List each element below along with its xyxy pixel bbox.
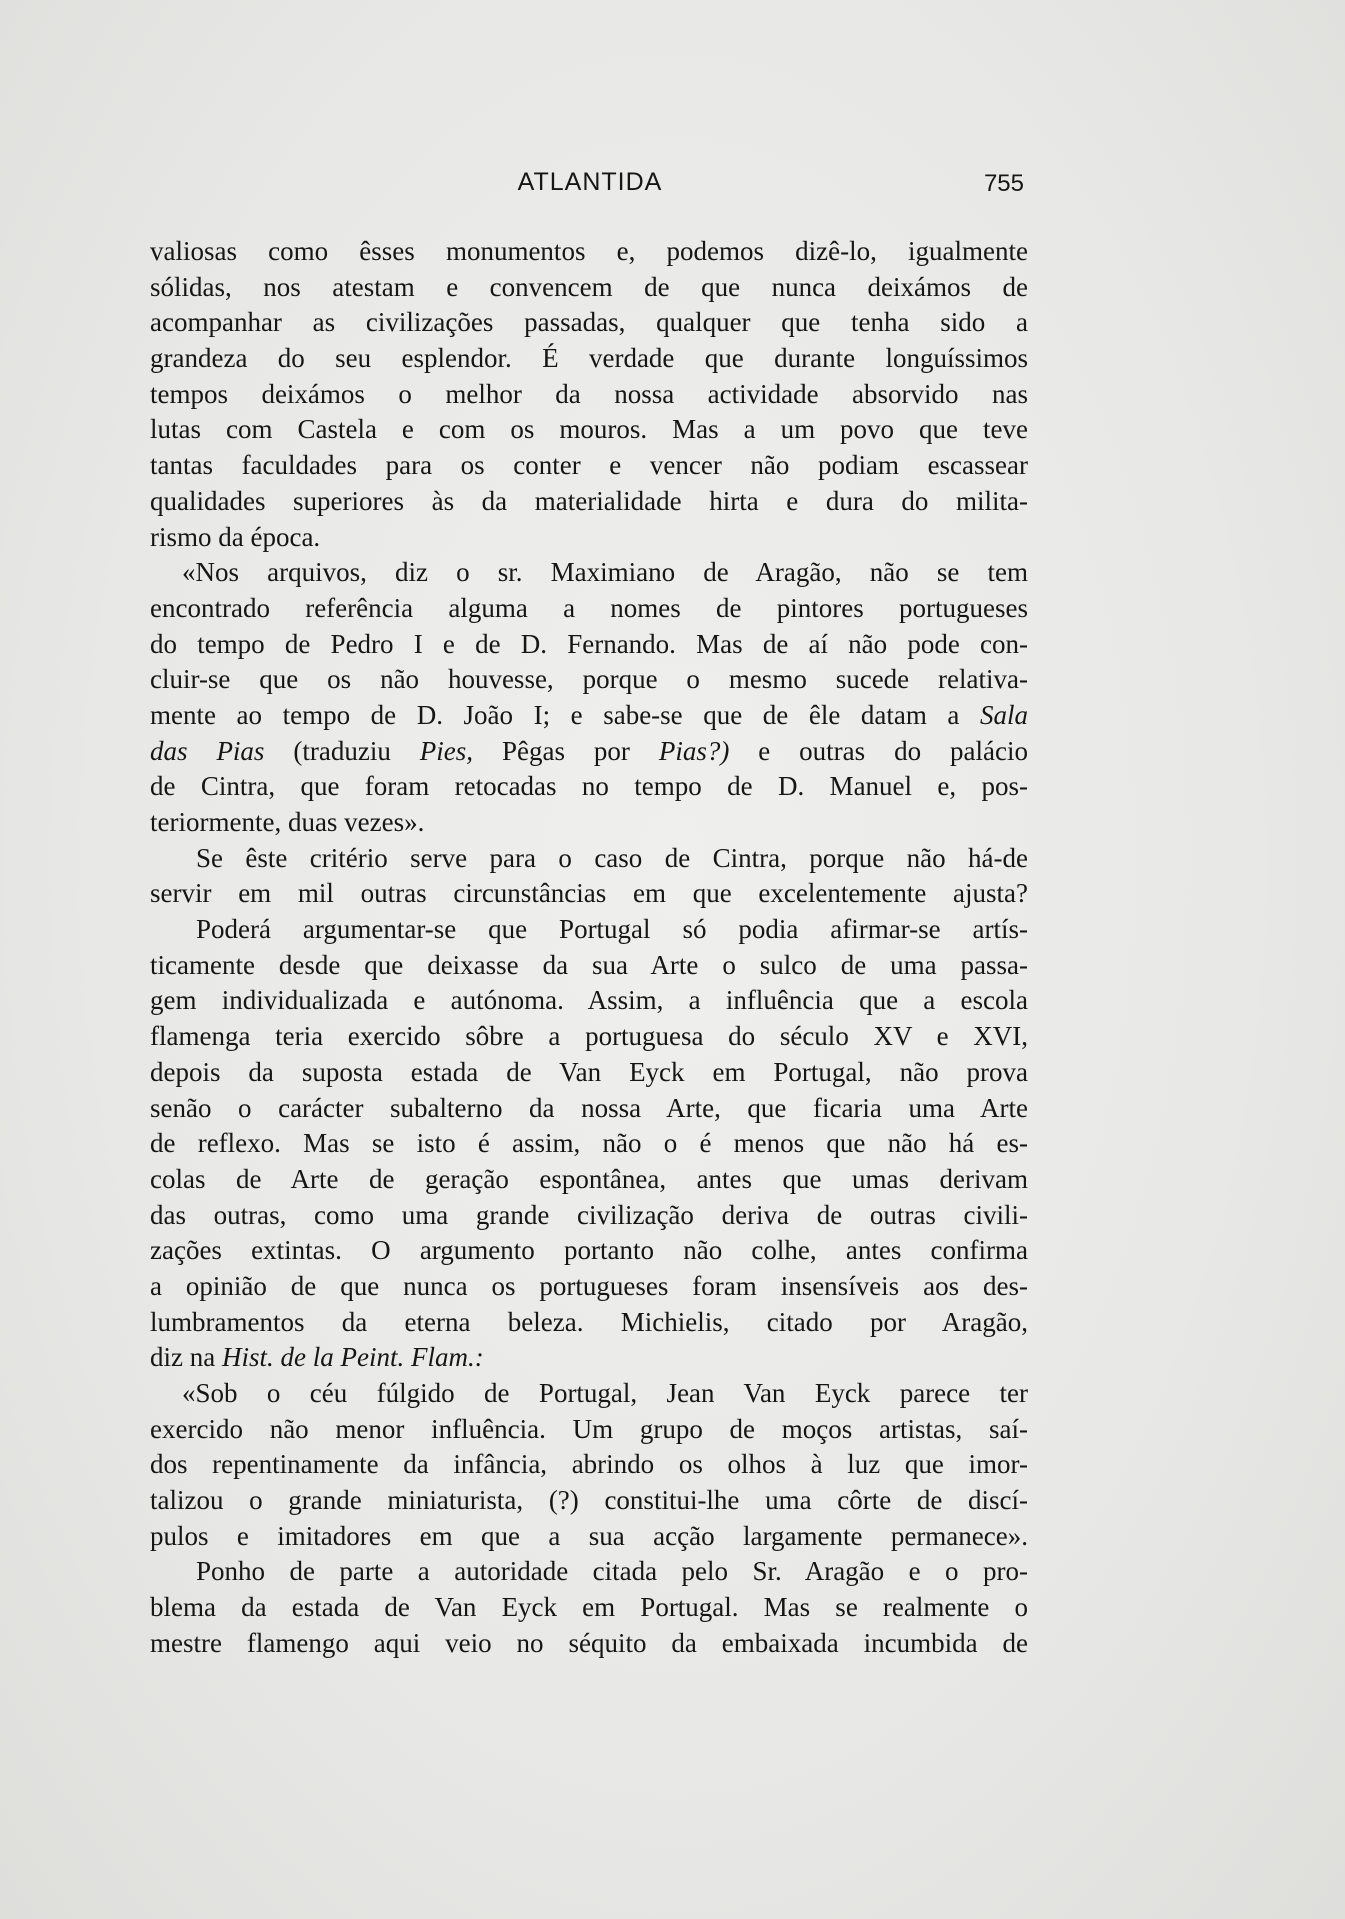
running-header bbox=[150, 166, 1030, 202]
text-line: Ponho de parte a autoridade citada pelo Sr. Aragão e o pro- bbox=[196, 1556, 1028, 1587]
text-line: das Pias (traduziu Pies, Pêgas por Pias?) e outras do palácio bbox=[150, 735, 1028, 766]
text-line: encontrado referência alguma a nomes de pintores portugueses bbox=[150, 592, 1028, 623]
text-line: valiosas como êsses monumentos e, podemos dizê-lo, igualmente bbox=[150, 236, 1028, 266]
text-line: rismo da época. bbox=[150, 521, 321, 552]
text-line: diz na Hist. de la Peint. Flam.: bbox=[150, 1342, 484, 1373]
text-line: depois da suposta estada de Van Eyck em Portugal, não prova bbox=[150, 1056, 1028, 1087]
text-line: «Sob o céu fúlgido de Portugal, Jean Van Eyck parece ter bbox=[182, 1378, 1028, 1408]
text-line: tempos deixámos o melhor da nossa actividade absorvido nas bbox=[150, 378, 1028, 409]
text-line: a opinião de que nunca os portugueses foram insensíveis aos des- bbox=[150, 1270, 1028, 1301]
text-line: Poderá argumentar-se que Portugal só podia afirmar-se artís- bbox=[196, 914, 1028, 945]
text-line: ticamente desde que deixasse da sua Arte o sulco de uma passa- bbox=[150, 949, 1028, 980]
text-line: sólidas, nos atestam e convencem de que nunca deixámos de bbox=[150, 271, 1028, 302]
text-line: cluir-se que os não houvesse, porque o mesmo sucede relativa- bbox=[150, 664, 1028, 695]
text-line: de reflexo. Mas se isto é assim, não o é menos que não há es- bbox=[150, 1128, 1028, 1159]
text-line: talizou o grande miniaturista, (?) constitui-lhe uma côrte de discí- bbox=[150, 1485, 1028, 1516]
text-line: dos repentinamente da infância, abrindo os olhos à luz que imor- bbox=[150, 1449, 1028, 1480]
text-line: mestre flamengo aqui veio no séquito da embaixada incumbida de bbox=[150, 1627, 1028, 1658]
text-line: de Cintra, que foram retocadas no tempo de D. Manuel e, pos- bbox=[150, 771, 1028, 802]
text-line: das outras, como uma grande civilização deriva de outras civili- bbox=[150, 1199, 1028, 1230]
text-line: qualidades superiores às da materialidade hirta e dura do milita- bbox=[150, 485, 1028, 516]
text-line: Se êste critério serve para o caso de Cintra, porque não há-de bbox=[196, 842, 1028, 873]
text-line: grandeza do seu esplendor. É verdade que durante longuíssimos bbox=[150, 343, 1028, 374]
running-title: ATLANTIDA bbox=[517, 168, 663, 196]
text-line: tantas faculdades para os conter e vencer não podiam escassear bbox=[150, 450, 1028, 481]
text-line: zações extintas. O argumento portanto não colhe, antes confirma bbox=[150, 1235, 1028, 1266]
text-line: acompanhar as civilizações passadas, qualquer que tenha sido a bbox=[150, 307, 1028, 338]
text-line: lumbramentos da eterna beleza. Michielis, citado por Aragão, bbox=[150, 1306, 1028, 1337]
text-line: gem individualizada e autónoma. Assim, a influência que a escola bbox=[150, 985, 1028, 1016]
text-line: «Nos arquivos, diz o sr. Maximiano de Aragão, não se tem bbox=[182, 557, 1028, 588]
text-line: pulos e imitadores em que a sua acção largamente permanece». bbox=[150, 1520, 1028, 1551]
page-number: 755 bbox=[983, 170, 1024, 197]
text-line: senão o carácter subalterno da nossa Arte, que ficaria uma Arte bbox=[150, 1092, 1028, 1123]
text-line: do tempo de Pedro I e de D. Fernando. Mas de aí não pode con- bbox=[150, 628, 1028, 659]
text-line: exercido não menor influência. Um grupo de moços artistas, saí- bbox=[150, 1413, 1028, 1444]
body-text bbox=[150, 234, 1028, 1662]
text-line: flamenga teria exercido sôbre a portuguesa do século XV e XVI, bbox=[150, 1021, 1028, 1052]
text-line: lutas com Castela e com os mouros. Mas a um povo que teve bbox=[150, 414, 1028, 445]
text-line: servir em mil outras circunstâncias em que excelentemente ajusta? bbox=[150, 878, 1028, 909]
text-line: mente ao tempo de D. João I; e sabe-se que de êle datam a Sala bbox=[150, 699, 1028, 730]
text-line: teriormente, duas vezes». bbox=[150, 807, 425, 837]
text-line: blema da estada de Van Eyck em Portugal. Mas se realmente o bbox=[150, 1592, 1028, 1623]
text-line: colas de Arte de geração espontânea, antes que umas derivam bbox=[150, 1163, 1028, 1194]
